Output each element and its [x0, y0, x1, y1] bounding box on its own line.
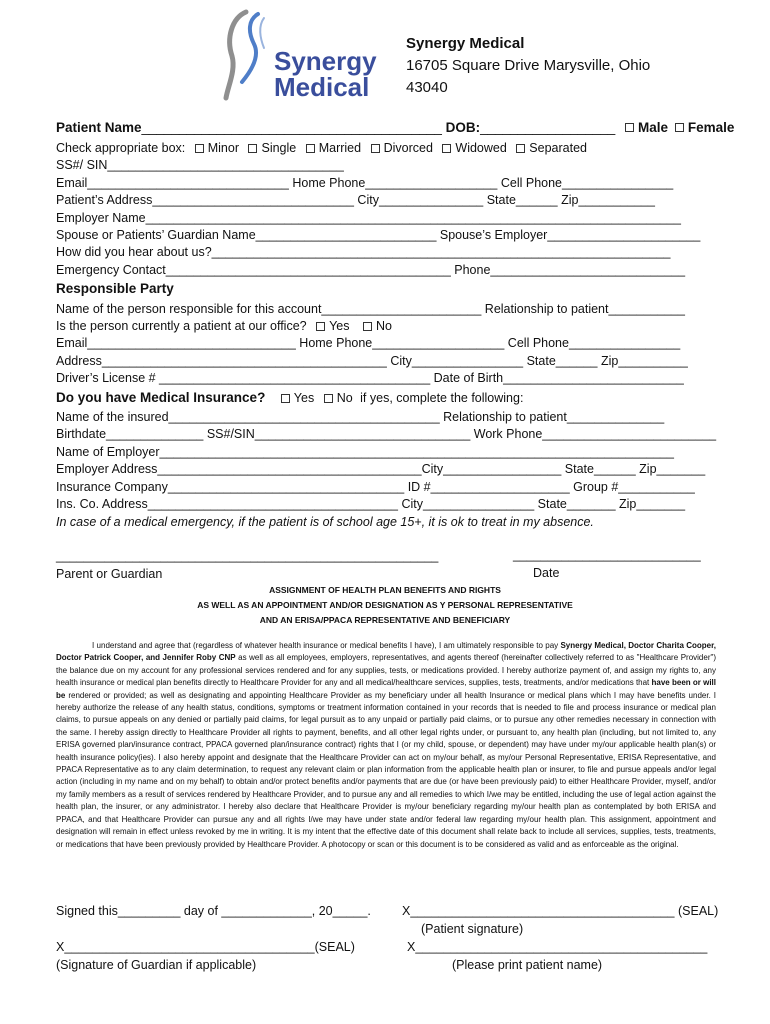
- minor-checkbox[interactable]: [195, 144, 204, 153]
- clinic-name: Synergy Medical: [406, 35, 525, 52]
- insurance-yes-label: Yes: [293, 391, 315, 405]
- print-name-line[interactable]: X__________________________________________: [407, 940, 708, 954]
- current-patient-label: Is the person currently a patient at our office?: [56, 319, 307, 333]
- current-patient-yes-label: Yes: [329, 319, 350, 333]
- patient-signature-label: (Patient signature): [421, 922, 524, 936]
- assignment-provider-names: Synergy Medical, Doctor Charita Cooper, Doctor Patrick Cooper, and Jennifer Roby CNP: [56, 641, 716, 663]
- spouse-guardian-row[interactable]: Spouse or Patients’ Guardian Name__________________________ Spouse’s Employer______________________: [56, 228, 701, 242]
- insurance-company-row[interactable]: Insurance Company__________________________________ ID #____________________ Group #___________: [56, 480, 695, 494]
- responsible-email-row[interactable]: Email______________________________ Home Phone___________________ Cell Phone________________: [56, 336, 681, 350]
- guardian-signature-label: (Signature of Guardian if applicable): [56, 958, 257, 972]
- guardian-signature-line[interactable]: _______________________________________________________: [56, 549, 439, 563]
- widowed-checkbox[interactable]: [442, 144, 451, 153]
- insurance-yes-checkbox[interactable]: [281, 394, 290, 403]
- assignment-text-start: I understand and agree that (regardless of whatever health insurance or medical benefits I have), I am ultimately responsible to pay: [92, 641, 561, 650]
- insurance-address-row[interactable]: Ins. Co. Address____________________________________ City________________ State_______ Zip_______: [56, 497, 686, 511]
- logo-text-medical: Medical: [274, 72, 370, 102]
- responsible-party-heading: Responsible Party: [56, 281, 174, 296]
- dob-label: DOB:: [445, 120, 481, 135]
- patient-address-row[interactable]: Patient’s Address_____________________________ City_______________ State______ Zip___________: [56, 193, 655, 207]
- patient-name-label: Patient Name: [56, 120, 142, 135]
- signed-date-row[interactable]: Signed this_________ day of _____________, 20_____.: [56, 904, 371, 918]
- female-checkbox[interactable]: [675, 123, 684, 132]
- assignment-title-1: ASSIGNMENT OF HEALTH PLAN BENEFITS AND RIGHTS: [269, 585, 501, 595]
- assignment-bold-phrase: have been or will be: [56, 678, 716, 700]
- employer-name-row[interactable]: Employer Name_____________________________________________________________________________: [56, 211, 681, 225]
- assignment-text-middle: as well as all employees, employers, representatives, and agents thereof (hereinafter collectively referred to as "Healthcare Provider") the balance due on my account for any professional services rendered and for any supplies, tests, or medications provided. I hereby authorize payment of, and assign my rights to, any health insurance or medical plan benefits directly to Healthcare Provider for any and all medical/healthcare services, supplies, tests, treatments, and/or medications that: [56, 653, 716, 688]
- clinic-address-line2: 43040: [406, 79, 448, 96]
- emergency-contact-row[interactable]: Emergency Contact_________________________________________ Phone____________________________: [56, 263, 686, 277]
- current-patient-no-label: No: [376, 319, 392, 333]
- assignment-title-2: AS WELL AS AN APPOINTMENT AND/OR DESIGNATION AS Y PERSONAL REPRESENTATIVE: [197, 600, 573, 610]
- widowed-label: Widowed: [455, 141, 507, 155]
- insured-birthdate-row[interactable]: Birthdate______________ SS#/SIN_______________________________ Work Phone_________________________: [56, 427, 717, 441]
- print-name-label: (Please print patient name): [452, 958, 603, 972]
- ss-field[interactable]: SS#/ SIN__________________________________: [56, 158, 344, 172]
- drivers-license-row[interactable]: Driver’s License # _______________________________________ Date of Birth__________________________: [56, 371, 684, 385]
- current-patient-yes-checkbox[interactable]: [316, 322, 325, 331]
- marital-status-row: [56, 140, 587, 157]
- employer-address-row[interactable]: Employer Address______________________________________City_________________ State______ Zip_______: [56, 462, 706, 476]
- current-patient-no-checkbox[interactable]: [363, 322, 372, 331]
- logo-text-synergy: Synergy: [274, 46, 377, 76]
- patient-signature-line[interactable]: X______________________________________ (SEAL): [402, 904, 719, 918]
- current-patient-row: [56, 318, 392, 335]
- male-label: Male: [638, 120, 669, 135]
- clinic-address-line1: 16705 Square Drive Marysville, Ohio: [406, 57, 651, 74]
- guardian-seal-line[interactable]: X____________________________________(SEAL): [56, 940, 355, 954]
- spine-logo-icon: [218, 8, 278, 103]
- company-logo: [218, 8, 388, 103]
- parent-guardian-label: Parent or Guardian: [56, 567, 163, 581]
- patient-name-row: [56, 119, 734, 136]
- single-checkbox[interactable]: [248, 144, 257, 153]
- divorced-label: Divorced: [383, 141, 433, 155]
- separated-label: Separated: [529, 141, 587, 155]
- patient-name-field[interactable]: ________________________________________: [141, 120, 442, 135]
- insurance-no-checkbox[interactable]: [324, 394, 333, 403]
- insurance-complete-text: if yes, complete the following:: [360, 391, 524, 405]
- responsible-name-row[interactable]: Name of the person responsible for this account_______________________ Relationship to patient___________: [56, 302, 685, 316]
- insured-name-row[interactable]: Name of the insured_______________________________________ Relationship to patient______________: [56, 410, 665, 424]
- assignment-text-end: rendered or provided; as well as designating and appointing Healthcare Provider as my beneficiary under all health Insurance or medical plans which I may have benefits under. I hereby authorize the release of any health status, conditions, symptoms or treatment information contained in your records that is needed to file and process insurance or medical plan claims, to pursue appeals on any denied or partially paid claims, for legal pursuit as to any unpaid or partially paid claims, or to pursue any other remedies necessary in connection with the same. I hereby assign directly to Healthcare Provider all rights to payment, benefits, and all other legal rights under, or pursuant to, any health plan (including, but not limited to, any ERISA governed plan/insurance contract, PPACA governed plan/insurance contract) rights that I (or my child, spouse, or dependent) may have under my/our applicable health plan(s) or health insurance policy(ies). I also hereby appoint and designate that the Healthcare Provider can act on my/our behalf, as my/our Personal Representative, ERISA Representative, and PPACA Representative as to any claim determination, to request any relevant claim or plan information from the applicable health plan or insurer, to file and pursue appeals and/or legal action (including in my name and on my behalf) to obtain and/or protect benefits and/or payments that are due (or have been previously paid) to either Healthcare Provider, myself, and/or my family members as a result of services rendered by Healthcare Provider, and to pursue any and all remedies to which I/we may be entitled, including the use of legal action against the health plan, the insurer, or any administrator. I hereby also declare that Healthcare Provider is my/our beneficiary regarding my/our health plan as contemplated by both ERISA and PPACA, and that Healthcare Provider can pursue any and all rights I/we may have under state and/or federal law regarding my/our health plan. This assignment, appointment and designation will remain in effect unless revoked by me in writing. It is my intent that the effective date of this document shall relate back to include all services, supplies, tests, treatments, or medications that have been previously provided by Healthcare Provider. A photocopy or scan or this document is to be considered as valid and as enforceable as the original.: [56, 690, 716, 849]
- emergency-note: In case of a medical emergency, if the patient is of school age 15+, it is ok to treat in my absence.: [56, 515, 594, 529]
- assignment-paragraph: [56, 640, 716, 851]
- insured-employer-row[interactable]: Name of Employer__________________________________________________________________________: [56, 445, 674, 459]
- referral-source-row[interactable]: How did you hear about us?__________________________________________________________________: [56, 245, 671, 259]
- married-label: Married: [318, 141, 362, 155]
- minor-label: Minor: [207, 141, 239, 155]
- single-label: Single: [261, 141, 297, 155]
- guardian-date-line[interactable]: ___________________________: [513, 548, 701, 562]
- insurance-question-row: [56, 389, 523, 407]
- insurance-heading: Do you have Medical Insurance?: [56, 390, 266, 405]
- dob-field[interactable]: __________________: [480, 120, 616, 135]
- separated-checkbox[interactable]: [516, 144, 525, 153]
- assignment-title-3: AND AN ERISA/PPACA REPRESENTATIVE AND BENEFICIARY: [259, 615, 511, 625]
- divorced-checkbox[interactable]: [371, 144, 380, 153]
- date-label: Date: [533, 566, 560, 580]
- insurance-no-label: No: [336, 391, 353, 405]
- female-label: Female: [687, 120, 735, 135]
- married-checkbox[interactable]: [306, 144, 315, 153]
- patient-email-row[interactable]: Email_____________________________ Home Phone___________________ Cell Phone________________: [56, 176, 674, 190]
- responsible-address-row[interactable]: Address_________________________________________ City________________ State______ Zip__________: [56, 354, 688, 368]
- male-checkbox[interactable]: [625, 123, 634, 132]
- check-box-label: Check appropriate box:: [56, 141, 186, 155]
